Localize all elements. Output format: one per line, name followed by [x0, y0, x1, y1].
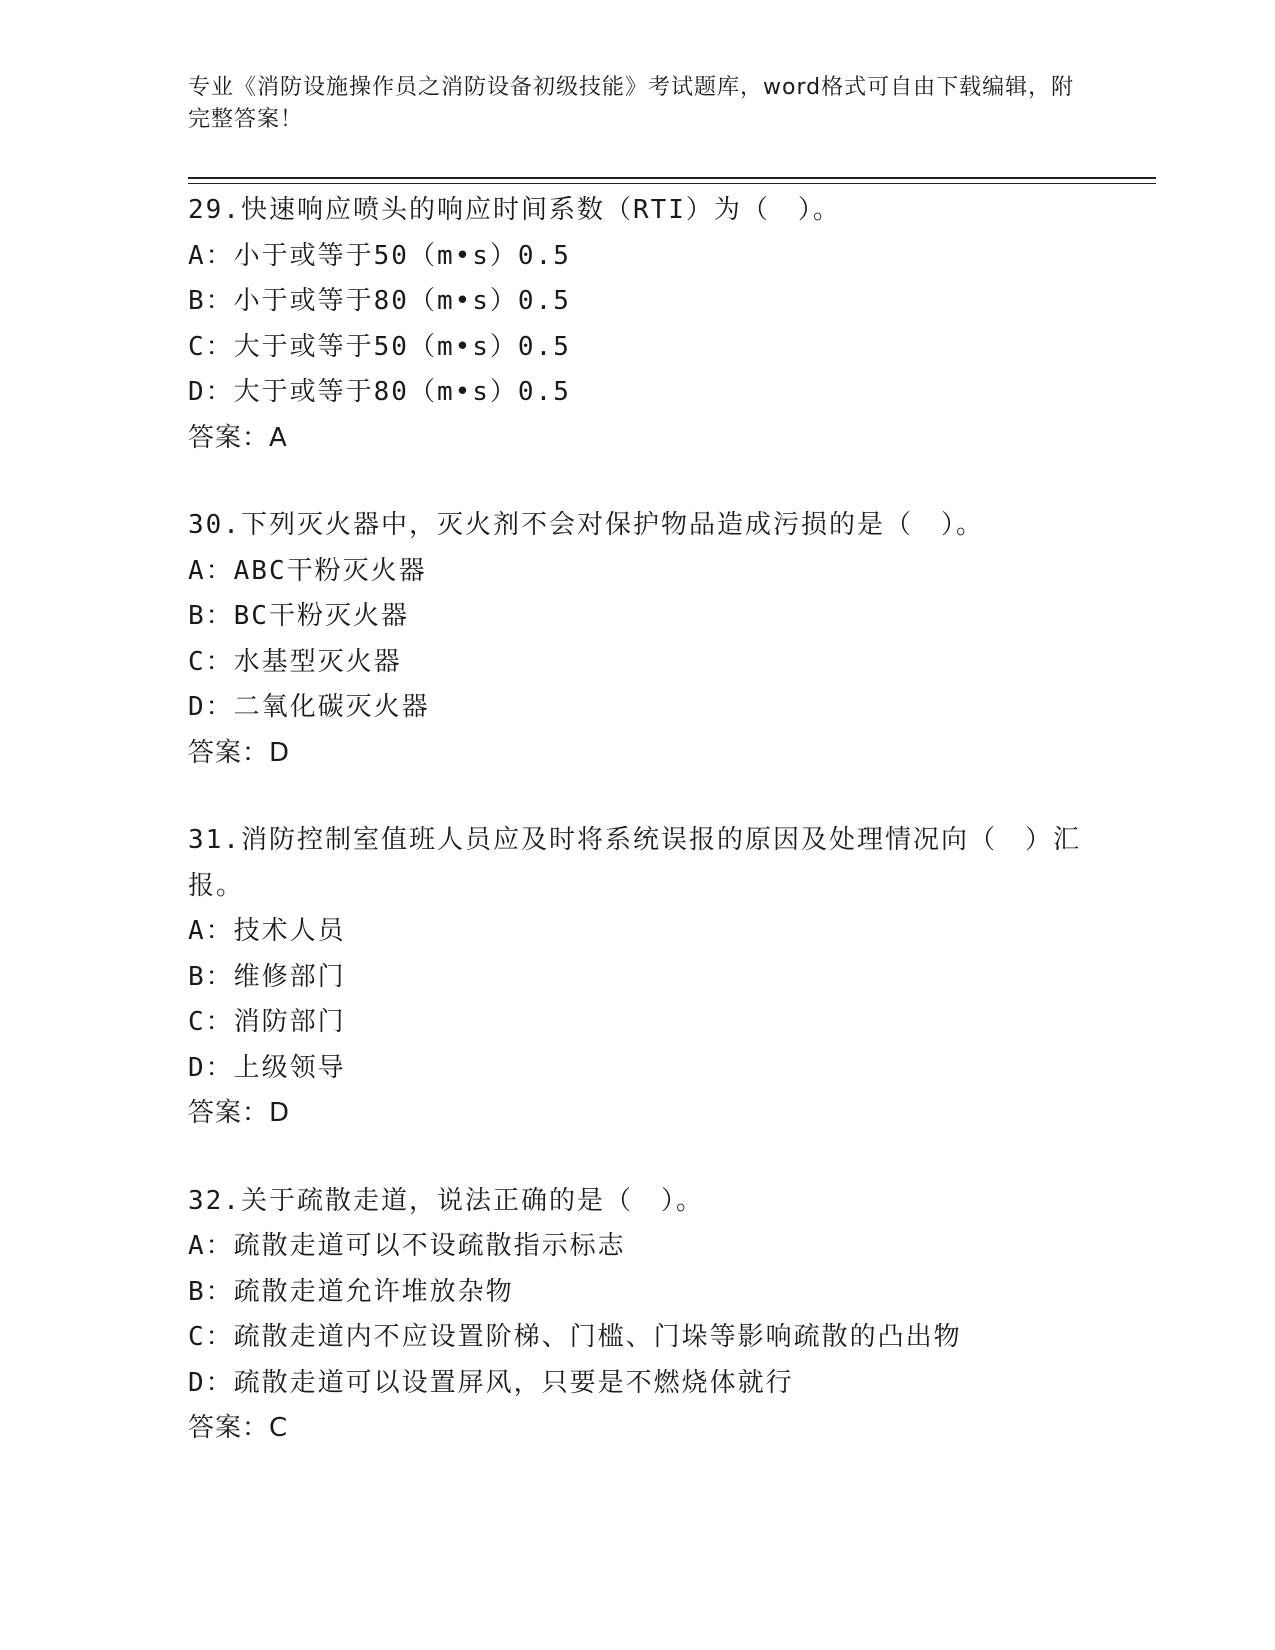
answer: 答案：D — [188, 737, 291, 768]
option-a: A：ABC干粉灭火器 — [188, 555, 427, 586]
option-b: B：维修部门 — [188, 961, 346, 992]
answer: 答案：A — [188, 422, 288, 453]
option-d: D：上级领导 — [188, 1052, 346, 1083]
option-b: B：疏散走道允许堆放杂物 — [188, 1276, 514, 1307]
question-30 — [188, 503, 1088, 776]
option-c: C：疏散走道内不应设置阶梯、门槛、门垛等影响疏散的凸出物 — [188, 1322, 962, 1352]
answer: 答案：D — [188, 1098, 291, 1128]
question-stem: 29.快速响应喷头的响应时间系数（RTI）为（ ）。 — [188, 195, 841, 225]
option-c: C：大于或等于50（m•s）0.5 — [188, 331, 571, 362]
document-header: 专业《消防设施操作员之消防设备初级技能》考试题库，word格式可自由下载编辑，附完整答案！ — [188, 75, 1075, 132]
option-d: D：疏散走道可以设置屏风，只要是不燃烧体就行 — [188, 1367, 794, 1398]
option-a: A：技术人员 — [188, 916, 346, 946]
header-rule-thin — [188, 183, 1156, 184]
question-29 — [188, 188, 1088, 461]
option-b: B：小于或等于80（m•s）0.5 — [188, 286, 571, 316]
answer: 答案：C — [188, 1413, 289, 1443]
question-32 — [188, 1179, 1088, 1452]
option-c: C：消防部门 — [188, 1007, 346, 1037]
question-list — [188, 188, 1088, 1494]
option-d: D：大于或等于80（m•s）0.5 — [188, 377, 571, 407]
question-stem: 31.消防控制室值班人员应及时将系统误报的原因及处理情况向（ ）汇报。 — [188, 825, 1081, 901]
question-stem: 30.下列灭火器中，灭火剂不会对保护物品造成污损的是（ ）。 — [188, 510, 984, 540]
option-d: D：二氧化碳灭火器 — [188, 692, 430, 722]
option-a: A：小于或等于50（m•s）0.5 — [188, 240, 571, 271]
option-b: B：BC干粉灭火器 — [188, 601, 409, 631]
option-a: A：疏散走道可以不设疏散指示标志 — [188, 1231, 626, 1261]
question-31 — [188, 818, 1088, 1137]
option-c: C：水基型灭火器 — [188, 646, 402, 677]
question-stem: 32.关于疏散走道，说法正确的是（ ）。 — [188, 1185, 704, 1216]
header-rule — [188, 177, 1156, 179]
